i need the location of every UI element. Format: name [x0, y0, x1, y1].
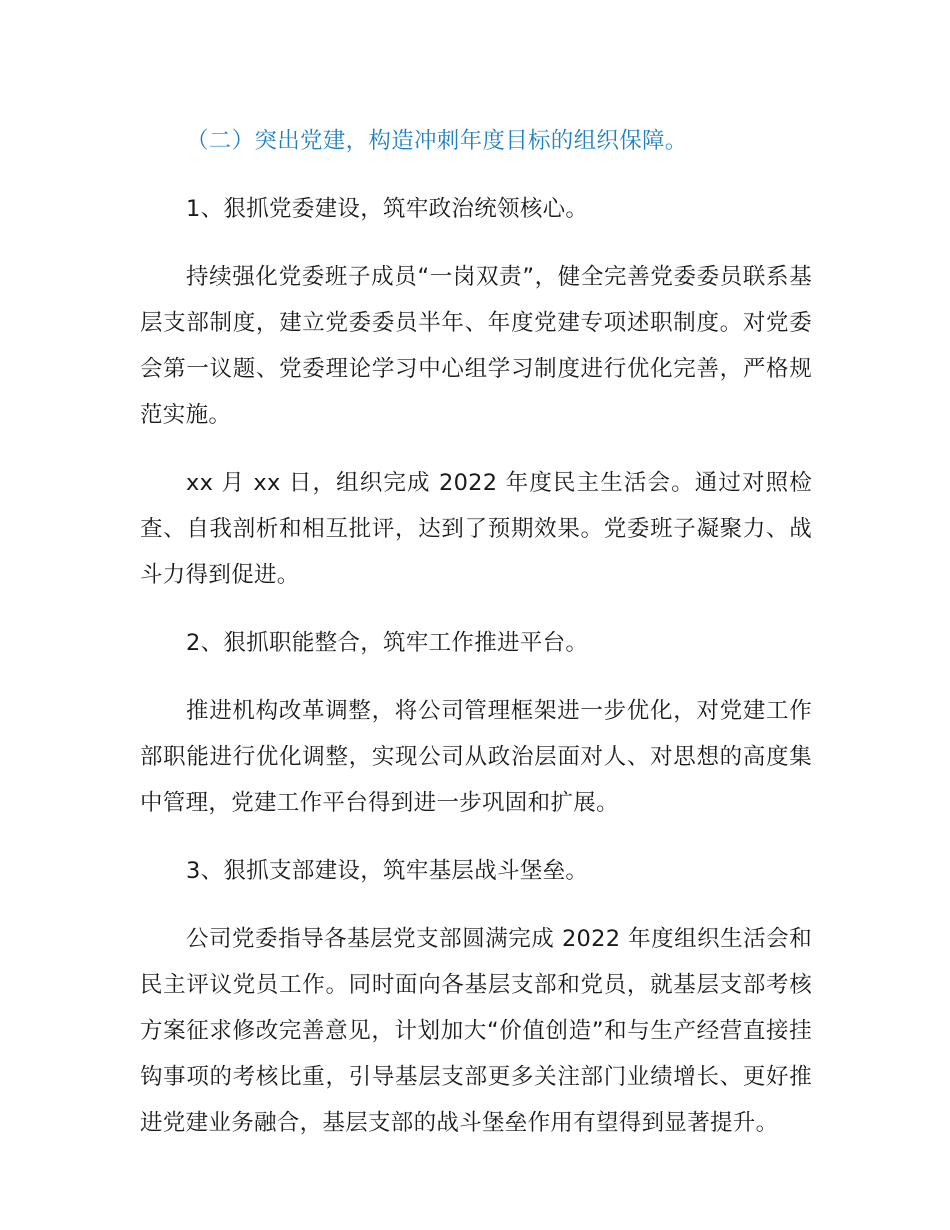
- item-2-paragraph-1: 推进机构改革调整，将公司管理框架进一步优化，对党建工作部职能进行优化调整，实现公司从政治层面对人、对思想的高度集中管理，党建工作平台得到进一步巩固和扩展。: [140, 698, 812, 816]
- item-3-heading: 3、狠抓支部建设，筑牢基层战斗堡垒。: [186, 858, 589, 884]
- document-page: [140, 118, 812, 1168]
- item-1-paragraph-2: xx 月 xx 日，组织完成 2022 年度民主生活会。通过对照检查、自我剖析和相互批评，达到了预期效果。党委班子凝聚力、战斗力得到促进。: [140, 470, 812, 588]
- item-2-heading: 2、狠抓职能整合，筑牢工作推进平台。: [186, 630, 589, 656]
- item-1-paragraph-1: 持续强化党委班子成员“一岗双责”，健全完善党委委员联系基层支部制度，建立党委委员半年、年度党建专项述职制度。对党委会第一议题、党委理论学习中心组学习制度进行优化完善，严格规范实施。: [140, 264, 812, 428]
- section-title: （二）突出党建，构造冲刺年度目标的组织保障。: [186, 128, 688, 154]
- item-1-heading: 1、狠抓党委建设，筑牢政治统领核心。: [186, 196, 589, 222]
- item-3-paragraph-1: 公司党委指导各基层党支部圆满完成 2022 年度组织生活会和民主评议党员工作。同时面向各基层支部和党员，就基层支部考核方案征求修改完善意见，计划加大“价值创造”和与生产经营直接挂钩事项的考核比重，引导基层支部更多关注部门业绩增长、更好推进党建业务融合，基层支部的战斗堡垒作用有望得到显著提升。: [140, 926, 812, 1136]
